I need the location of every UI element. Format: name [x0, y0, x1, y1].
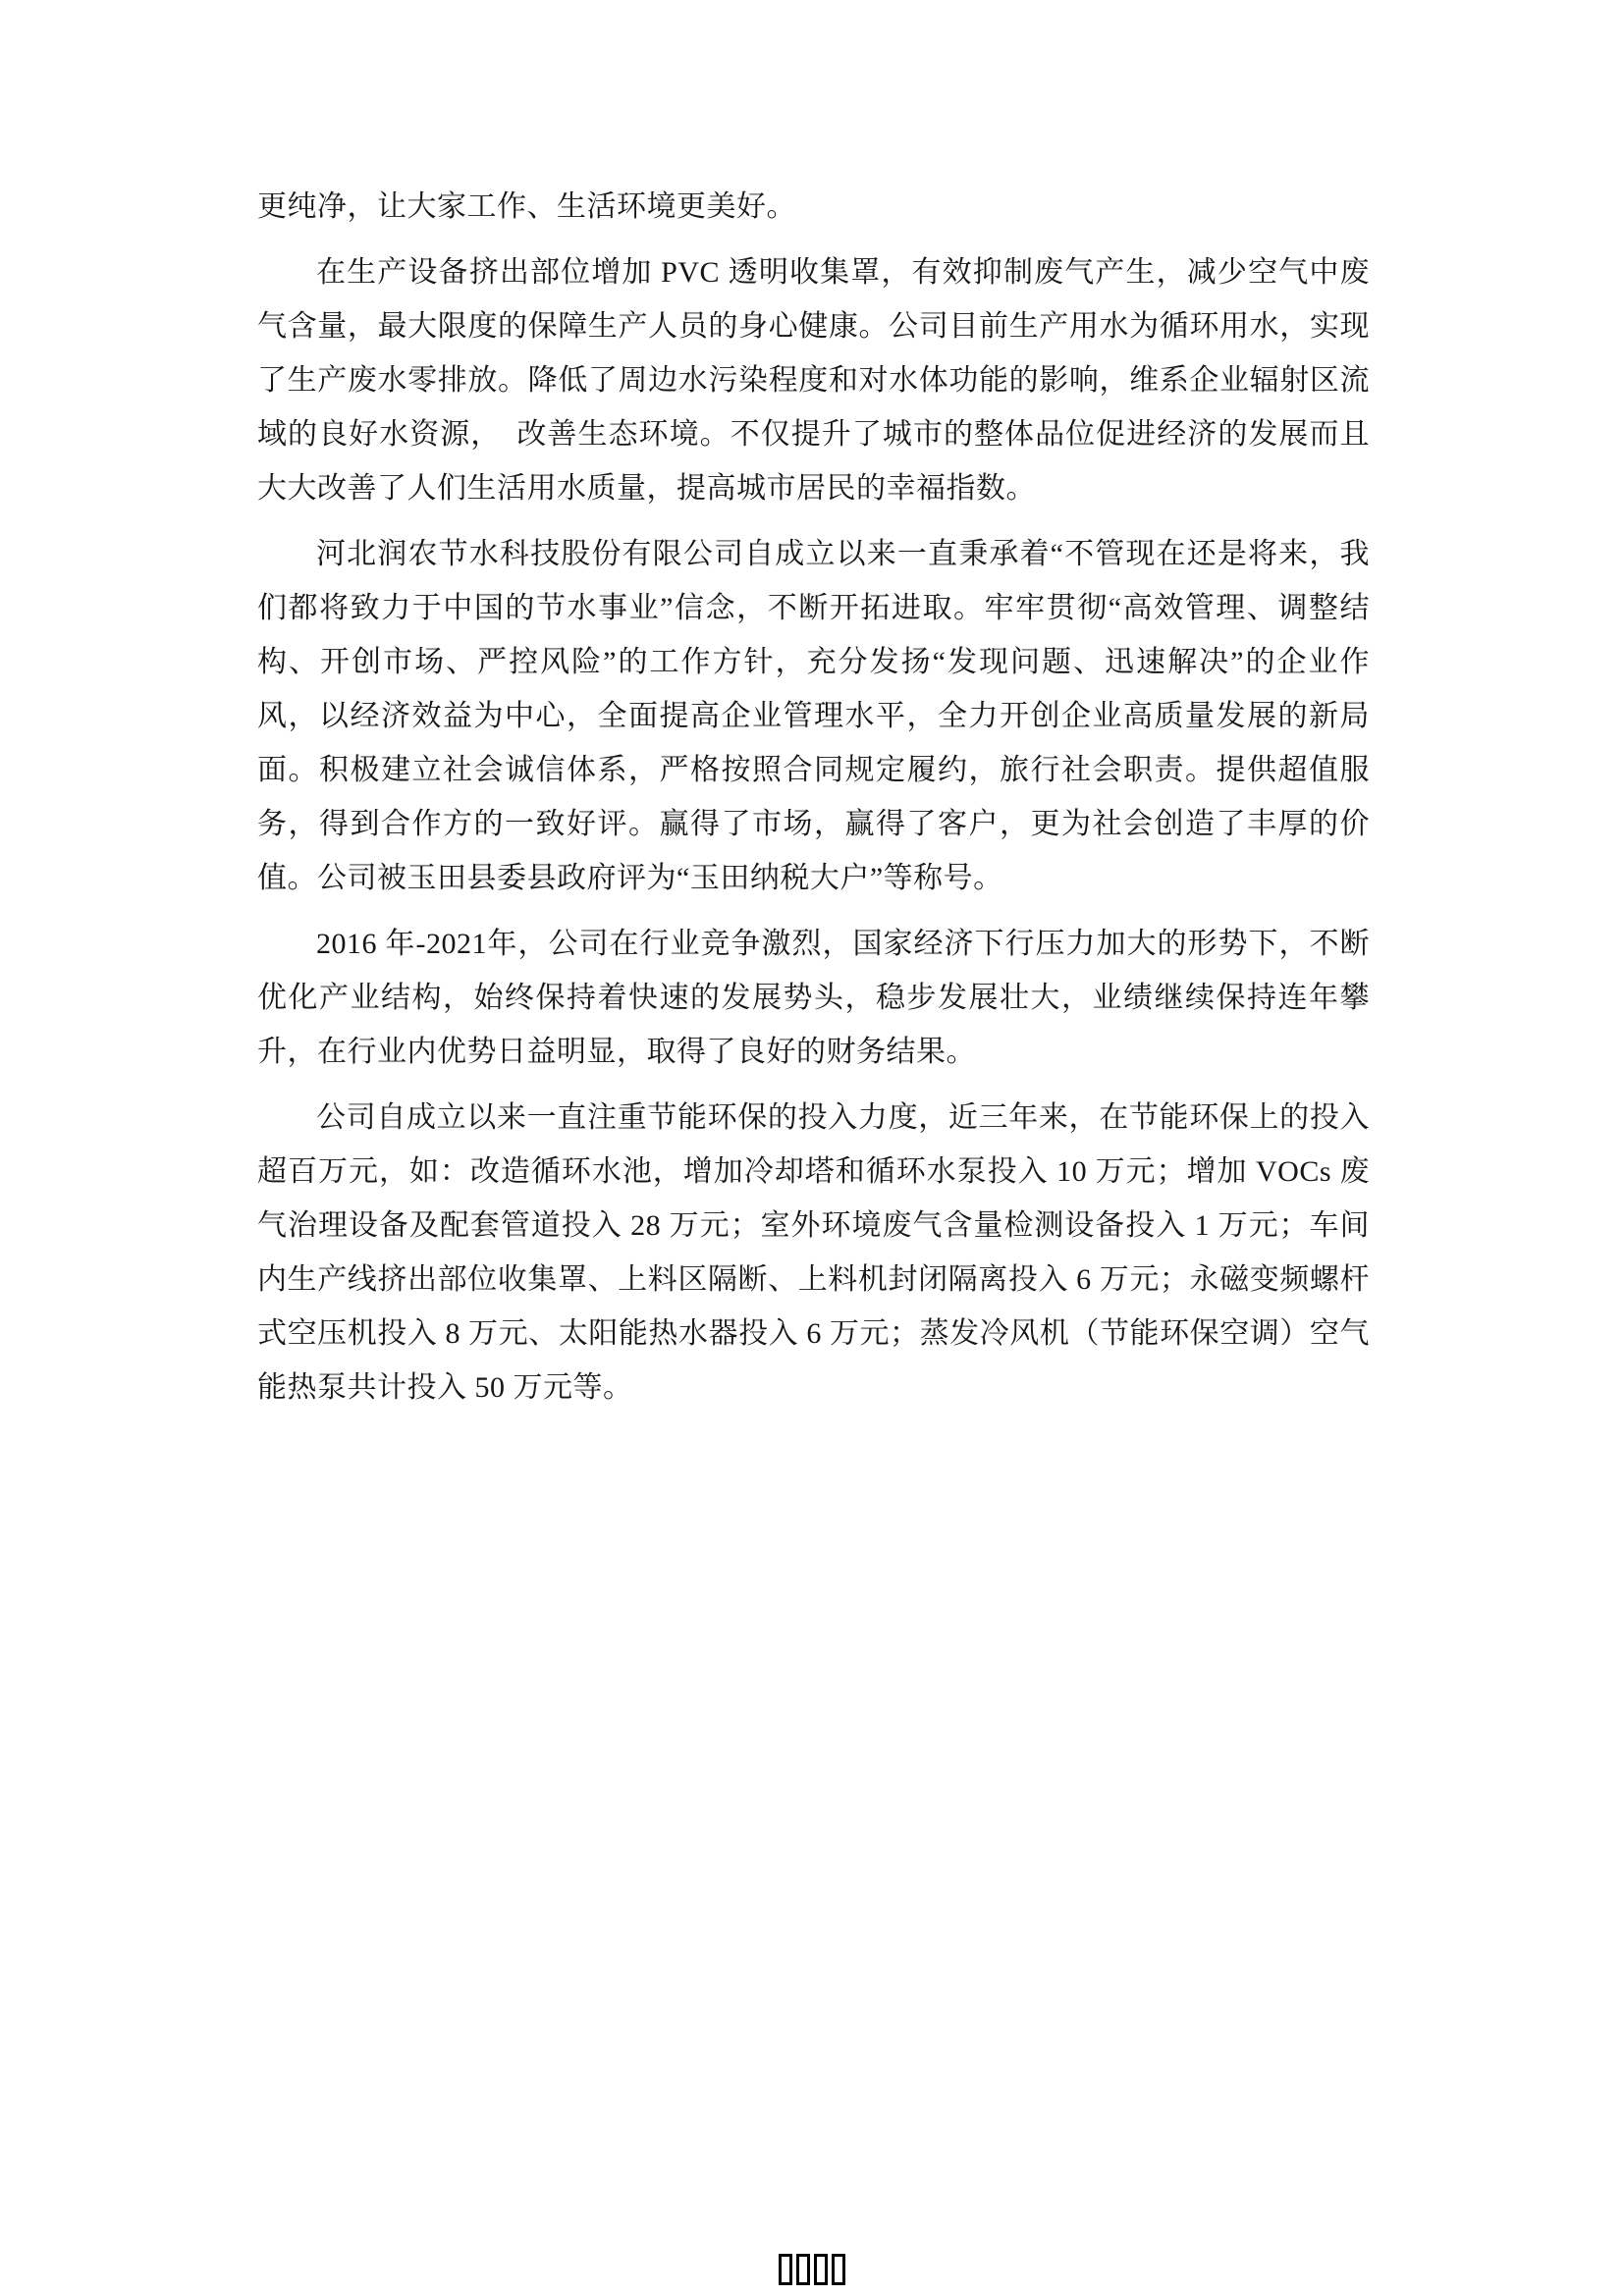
footer-missing-glyph-box [832, 2254, 845, 2285]
paragraph-2: 在生产设备挤出部位增加 PVC 透明收集罩，有效抑制废气产生，减少空气中废气含量，最大限度的保障生产人员的身心健康。公司目前生产用水为循环用水，实现了生产废水零排放。降低了周边水污染程度和对水体功能的影响，维系企业辐射区流域的良好水资源， 改善生态环境。不仅提升了城市的整体品位促进经济的发展而且大大改善了人们生活用水质量，提高城市居民的幸福指数。 [257, 256, 1370, 505]
footer-missing-glyph-box [814, 2254, 828, 2285]
footer-missing-glyph-box [779, 2254, 792, 2285]
paragraph-3: 河北润农节水科技股份有限公司自成立以来一直秉承着“不管现在还是将来，我们都将致力于中国的节水事业”信念，不断开拓进取。牢牢贯彻“高效管理、调整结构、开创市场、严控风险”的工作方针，充分发扬“发现问题、迅速解决”的企业作风，以经济效益为中心，全面提高企业管理水平，全力开创企业高质量发展的新局面。积极建立社会诚信体系，严格按照合同规定履约，旅行社会职责。提供超值服务，得到合作方的一致好评。赢得了市场，赢得了客户，更为社会创造了丰厚的价值。公司被玉田县委县政府评为“玉田纳税大户”等称号。 [257, 538, 1370, 894]
footer-missing-glyph-box [796, 2254, 810, 2285]
paragraph-5: 公司自成立以来一直注重节能环保的投入力度，近三年来，在节能环保上的投入超百万元，如：改造循环水池，增加冷却塔和循环水泵投入 10 万元；增加 VOCs 废气治理设备及配套管道投入 28 万元；室外环境废气含量检测设备投入 1 万元；车间内生产线挤出部位收集罩、上料区隔断、上料机封闭隔离投入 6 万元；永磁变频螺杆式空压机投入 8 万元、太阳能热水器投入 6 万元；蒸发冷风机（节能环保空调）空气能热泵共计投入 50 万元等。 [257, 1101, 1370, 1404]
paragraph-1: 更纯净，让大家工作、生活环境更美好。 [257, 190, 796, 223]
paragraph-4: 2016 年-2021年，公司在行业竞争激烈，国家经济下行压力加大的形势下，不断优化产业结构，始终保持着快速的发展势头，稳步发展壮大，业绩继续保持连年攀升，在行业内优势日益明显，取得了良好的财务结果。 [257, 928, 1370, 1068]
document-body [257, 180, 1370, 1415]
page-footer [779, 2254, 845, 2285]
